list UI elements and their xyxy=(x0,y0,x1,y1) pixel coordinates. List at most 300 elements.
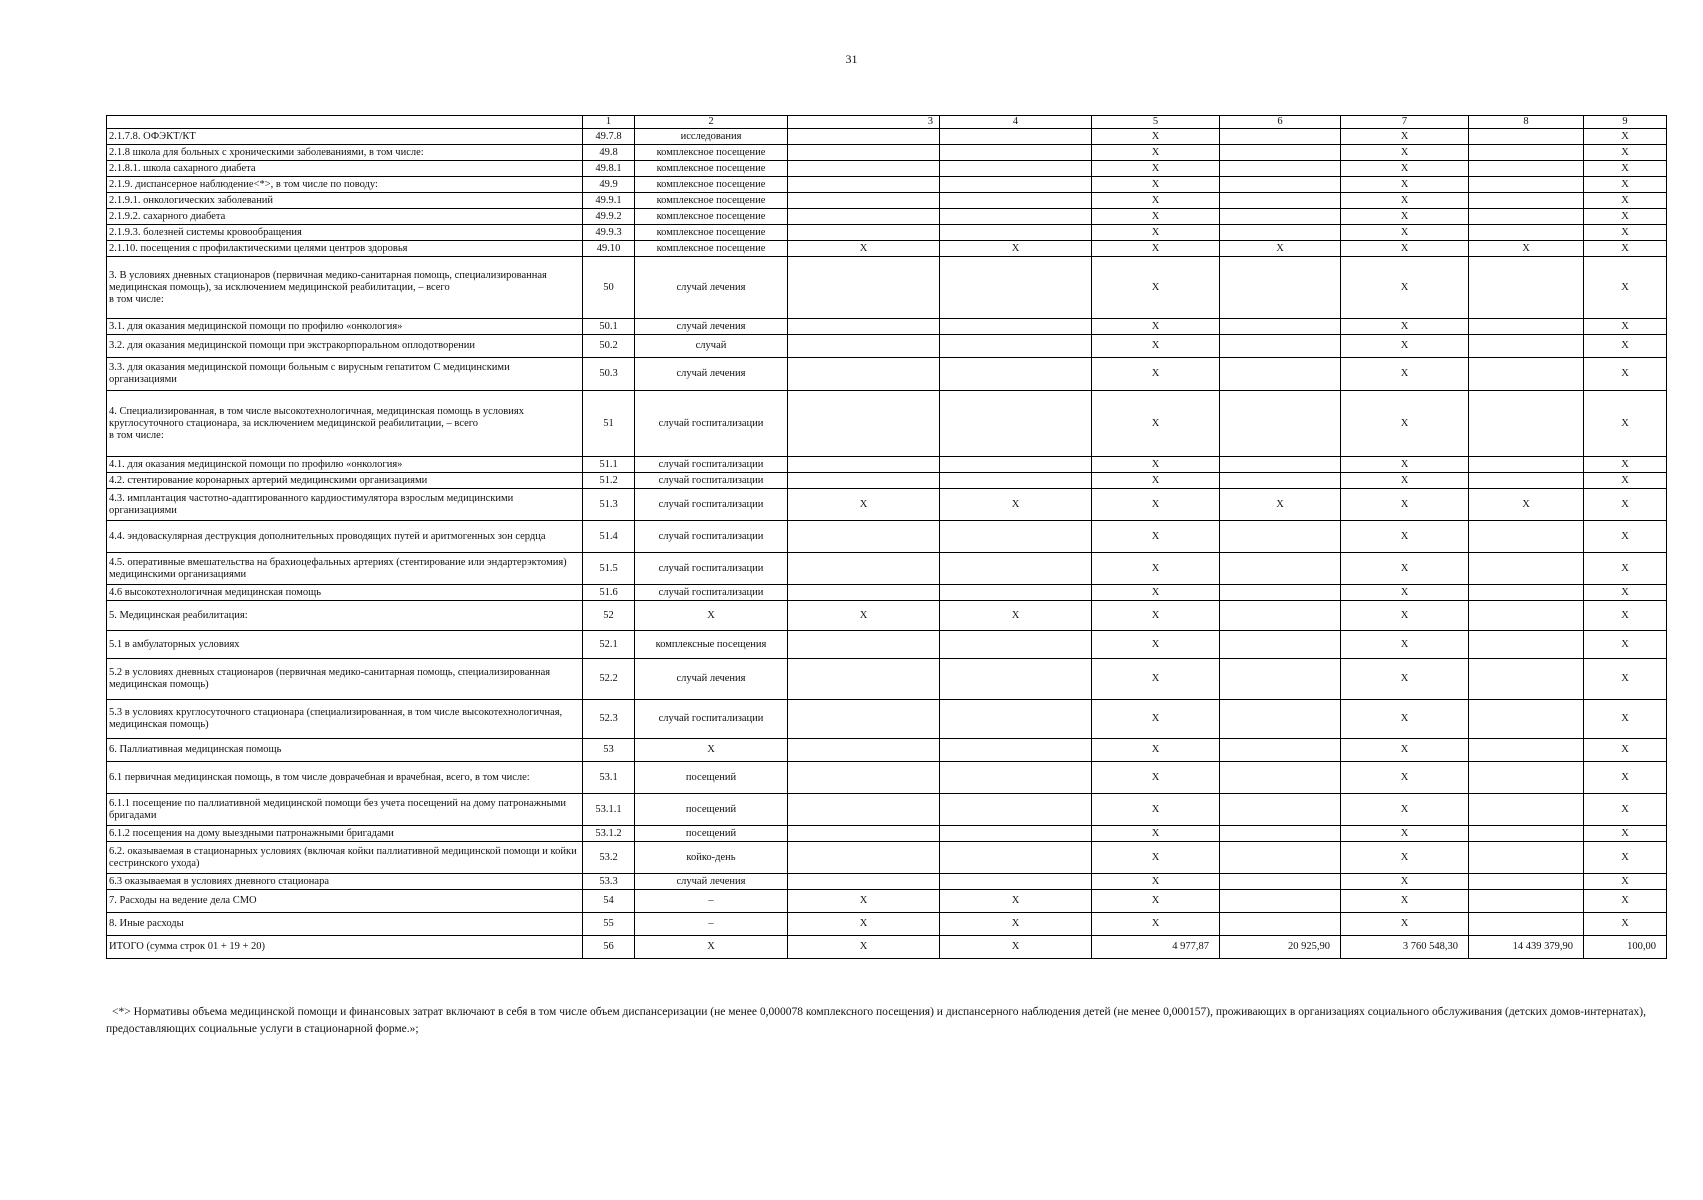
table-row xyxy=(107,457,1667,473)
col7-cell: X xyxy=(1341,257,1469,319)
table-row xyxy=(107,358,1667,391)
unit-cell: посещений xyxy=(635,826,788,842)
col5-cell: X xyxy=(1092,489,1220,521)
col5-cell: X xyxy=(1092,473,1220,489)
col6-cell xyxy=(1220,794,1341,826)
table-row xyxy=(107,129,1667,145)
unit-cell: случай госпитализации xyxy=(635,473,788,489)
col8-cell xyxy=(1469,601,1584,631)
col7-cell: X xyxy=(1341,161,1469,177)
col3-cell xyxy=(788,457,940,473)
col5-cell: X xyxy=(1092,225,1220,241)
col4-cell: X xyxy=(940,913,1092,936)
col5-cell: X xyxy=(1092,391,1220,457)
row-code-cell: 52 xyxy=(583,601,635,631)
col6-cell xyxy=(1220,631,1341,659)
row-code-cell: 49.8.1 xyxy=(583,161,635,177)
row-name-cell: 4.6 высокотехнологичная медицинская помощь xyxy=(107,585,583,601)
col9-cell: X xyxy=(1584,473,1667,489)
col8-cell xyxy=(1469,826,1584,842)
col9-cell: X xyxy=(1584,601,1667,631)
col8-cell xyxy=(1469,890,1584,913)
col4-cell xyxy=(940,319,1092,335)
table-row xyxy=(107,601,1667,631)
col4-cell xyxy=(940,874,1092,890)
col8-cell xyxy=(1469,358,1584,391)
col3-cell xyxy=(788,659,940,700)
col4-cell xyxy=(940,739,1092,762)
header-cell: 8 xyxy=(1469,116,1584,129)
col8-cell xyxy=(1469,225,1584,241)
col8-cell xyxy=(1469,521,1584,553)
col4-cell xyxy=(940,457,1092,473)
col6-cell xyxy=(1220,762,1341,794)
col8-cell xyxy=(1469,335,1584,358)
header-cell: 5 xyxy=(1092,116,1220,129)
col9-cell: X xyxy=(1584,319,1667,335)
row-name-cell: 2.1.8.1. школа сахарного диабета xyxy=(107,161,583,177)
table-row xyxy=(107,794,1667,826)
unit-cell: X xyxy=(635,739,788,762)
col3-cell xyxy=(788,762,940,794)
row-code-cell: 53.1 xyxy=(583,762,635,794)
table-row xyxy=(107,700,1667,739)
row-name-cell: 6.1 первичная медицинская помощь, в том числе доврачебная и врачебная, всего, в том числе: xyxy=(107,762,583,794)
col9-cell: X xyxy=(1584,842,1667,874)
row-name-cell: 4.5. оперативные вмешательства на брахиоцефальных артериях (стентирование или эндартерэктомия) медицинскими организациями xyxy=(107,553,583,585)
col5-cell: X xyxy=(1092,129,1220,145)
col8-cell: 14 439 379,90 xyxy=(1469,936,1584,959)
col5-cell: X xyxy=(1092,601,1220,631)
col5-cell: X xyxy=(1092,659,1220,700)
table-row xyxy=(107,890,1667,913)
col6-cell xyxy=(1220,391,1341,457)
col6-cell xyxy=(1220,209,1341,225)
col5-cell: X xyxy=(1092,890,1220,913)
unit-cell: исследования xyxy=(635,129,788,145)
header-cell: 1 xyxy=(583,116,635,129)
col7-cell: X xyxy=(1341,762,1469,794)
table-row xyxy=(107,659,1667,700)
col8-cell xyxy=(1469,585,1584,601)
col7-cell: X xyxy=(1341,319,1469,335)
col4-cell xyxy=(940,826,1092,842)
col5-cell: X xyxy=(1092,842,1220,874)
col6-cell xyxy=(1220,145,1341,161)
col6-cell xyxy=(1220,161,1341,177)
col7-cell: X xyxy=(1341,457,1469,473)
row-name-cell: 2.1.9.2. сахарного диабета xyxy=(107,209,583,225)
col6-cell xyxy=(1220,700,1341,739)
col4-cell: X xyxy=(940,936,1092,959)
unit-cell: случай госпитализации xyxy=(635,489,788,521)
col7-cell: X xyxy=(1341,585,1469,601)
col8-cell xyxy=(1469,145,1584,161)
col7-cell: X xyxy=(1341,145,1469,161)
table-row xyxy=(107,521,1667,553)
col4-cell xyxy=(940,177,1092,193)
col3-cell xyxy=(788,826,940,842)
table-row xyxy=(107,177,1667,193)
col5-cell: X xyxy=(1092,826,1220,842)
col7-cell: X xyxy=(1341,739,1469,762)
table-row xyxy=(107,631,1667,659)
row-code-cell: 52.1 xyxy=(583,631,635,659)
col3-cell xyxy=(788,473,940,489)
col5-cell: X xyxy=(1092,700,1220,739)
col5-cell: X xyxy=(1092,257,1220,319)
col6-cell xyxy=(1220,225,1341,241)
col4-cell xyxy=(940,257,1092,319)
col4-cell xyxy=(940,335,1092,358)
footnote: <*> Нормативы объема медицинской помощи и финансовых затрат включают в себя в том числе объем диспансеризации (не менее 0,000078 комплексного посещения) и диспансерного наблюдения детей (не менее 0,000157), проживающих в организациях социального обслуживания (детских домов-интернатах), предоставляющих социальные услуги в стационарной форме.»; xyxy=(106,1006,1646,1035)
table-row xyxy=(107,161,1667,177)
col7-cell: X xyxy=(1341,842,1469,874)
col6-cell xyxy=(1220,457,1341,473)
col6-cell xyxy=(1220,193,1341,209)
unit-cell: комплексное посещение xyxy=(635,145,788,161)
row-name-cell: 6. Паллиативная медицинская помощь xyxy=(107,739,583,762)
col6-cell xyxy=(1220,521,1341,553)
col4-cell xyxy=(940,225,1092,241)
col6-cell xyxy=(1220,129,1341,145)
col6-cell xyxy=(1220,257,1341,319)
unit-cell: – xyxy=(635,890,788,913)
row-code-cell: 51.1 xyxy=(583,457,635,473)
row-name-cell: 2.1.7.8. ОФЭКТ/КТ xyxy=(107,129,583,145)
header-cell: 4 xyxy=(940,116,1092,129)
table-row xyxy=(107,225,1667,241)
col8-cell: X xyxy=(1469,489,1584,521)
col4-cell xyxy=(940,700,1092,739)
col7-cell: X xyxy=(1341,890,1469,913)
col5-cell: X xyxy=(1092,739,1220,762)
row-name-cell: 5.2 в условиях дневных стационаров (первичная медико-санитарная помощь, специализированная медицинская помощь) xyxy=(107,659,583,700)
row-code-cell: 49.9 xyxy=(583,177,635,193)
unit-cell: комплексное посещение xyxy=(635,177,788,193)
row-name-cell: 4. Специализированная, в том числе высокотехнологичная, медицинская помощь в условиях круглосуточного стационара, за исключением медицинской реабилитации, – всего в том числе: xyxy=(107,391,583,457)
unit-cell: случай лечения xyxy=(635,659,788,700)
col3-cell xyxy=(788,193,940,209)
row-name-cell: 4.3. имплантация частотно-адаптированного кардиостимулятора взрослым медицинскими организациями xyxy=(107,489,583,521)
col8-cell xyxy=(1469,842,1584,874)
unit-cell: – xyxy=(635,913,788,936)
col3-cell xyxy=(788,521,940,553)
table-row xyxy=(107,319,1667,335)
col9-cell: X xyxy=(1584,225,1667,241)
unit-cell: посещений xyxy=(635,762,788,794)
header-cell: 3 xyxy=(788,116,940,129)
row-code-cell: 54 xyxy=(583,890,635,913)
col3-cell xyxy=(788,842,940,874)
row-name-cell: 4.4. эндоваскулярная деструкция дополнительных проводящих путей и аритмогенных зон сердца xyxy=(107,521,583,553)
col3-cell: X xyxy=(788,489,940,521)
col4-cell xyxy=(940,762,1092,794)
col9-cell: X xyxy=(1584,257,1667,319)
col3-cell xyxy=(788,145,940,161)
col5-cell: X xyxy=(1092,319,1220,335)
unit-cell: случай лечения xyxy=(635,874,788,890)
col5-cell: X xyxy=(1092,209,1220,225)
row-code-cell: 50.1 xyxy=(583,319,635,335)
unit-cell: комплексное посещение xyxy=(635,225,788,241)
unit-cell: случай госпитализации xyxy=(635,521,788,553)
col9-cell: 100,00 xyxy=(1584,936,1667,959)
col4-cell: X xyxy=(940,601,1092,631)
table-row xyxy=(107,936,1667,959)
col9-cell: X xyxy=(1584,826,1667,842)
col7-cell: X xyxy=(1341,913,1469,936)
unit-cell: случай госпитализации xyxy=(635,700,788,739)
col9-cell: X xyxy=(1584,794,1667,826)
col4-cell xyxy=(940,659,1092,700)
row-name-cell: 6.1.2 посещения на дому выездными патронажными бригадами xyxy=(107,826,583,842)
row-code-cell: 49.7.8 xyxy=(583,129,635,145)
col4-cell xyxy=(940,794,1092,826)
col6-cell xyxy=(1220,358,1341,391)
col8-cell xyxy=(1469,659,1584,700)
unit-cell: комплексное посещение xyxy=(635,241,788,257)
row-code-cell: 50.2 xyxy=(583,335,635,358)
col6-cell xyxy=(1220,842,1341,874)
col3-cell xyxy=(788,700,940,739)
col3-cell xyxy=(788,335,940,358)
col6-cell xyxy=(1220,473,1341,489)
col9-cell: X xyxy=(1584,913,1667,936)
header-cell: 6 xyxy=(1220,116,1341,129)
col8-cell: X xyxy=(1469,241,1584,257)
row-code-cell: 51.3 xyxy=(583,489,635,521)
col8-cell xyxy=(1469,129,1584,145)
col8-cell xyxy=(1469,473,1584,489)
col5-cell: X xyxy=(1092,335,1220,358)
col9-cell: X xyxy=(1584,209,1667,225)
col8-cell xyxy=(1469,700,1584,739)
row-name-cell: 6.3 оказываемая в условиях дневного стационара xyxy=(107,874,583,890)
col6-cell xyxy=(1220,890,1341,913)
row-name-cell: 5. Медицинская реабилитация: xyxy=(107,601,583,631)
header-cell: 7 xyxy=(1341,116,1469,129)
col8-cell xyxy=(1469,161,1584,177)
col7-cell: X xyxy=(1341,826,1469,842)
col7-cell: X xyxy=(1341,794,1469,826)
col8-cell xyxy=(1469,762,1584,794)
row-name-cell: 3.3. для оказания медицинской помощи больным с вирусным гепатитом С медицинскими организациями xyxy=(107,358,583,391)
col5-cell: X xyxy=(1092,145,1220,161)
col7-cell: X xyxy=(1341,659,1469,700)
col9-cell: X xyxy=(1584,358,1667,391)
col3-cell: X xyxy=(788,913,940,936)
col5-cell: X xyxy=(1092,193,1220,209)
col8-cell xyxy=(1469,319,1584,335)
row-code-cell: 49.9.2 xyxy=(583,209,635,225)
row-code-cell: 53.1.1 xyxy=(583,794,635,826)
col9-cell: X xyxy=(1584,241,1667,257)
col3-cell: X xyxy=(788,241,940,257)
col4-cell xyxy=(940,358,1092,391)
unit-cell: X xyxy=(635,601,788,631)
col5-cell: X xyxy=(1092,585,1220,601)
col9-cell: X xyxy=(1584,739,1667,762)
row-name-cell: 8. Иные расходы xyxy=(107,913,583,936)
unit-cell: случай xyxy=(635,335,788,358)
col9-cell: X xyxy=(1584,391,1667,457)
col7-cell: X xyxy=(1341,489,1469,521)
col8-cell xyxy=(1469,193,1584,209)
col3-cell xyxy=(788,739,940,762)
header-cell: 2 xyxy=(635,116,788,129)
col8-cell xyxy=(1469,913,1584,936)
header-cell: 9 xyxy=(1584,116,1667,129)
row-code-cell: 53.3 xyxy=(583,874,635,890)
col3-cell xyxy=(788,391,940,457)
col7-cell: X xyxy=(1341,177,1469,193)
unit-cell: X xyxy=(635,936,788,959)
table-row xyxy=(107,241,1667,257)
row-code-cell: 56 xyxy=(583,936,635,959)
col5-cell: X xyxy=(1092,358,1220,391)
table-row xyxy=(107,739,1667,762)
col9-cell: X xyxy=(1584,335,1667,358)
col4-cell xyxy=(940,521,1092,553)
col7-cell: X xyxy=(1341,193,1469,209)
row-name-cell: 3.2. для оказания медицинской помощи при экстракорпоральном оплодотворении xyxy=(107,335,583,358)
col3-cell xyxy=(788,257,940,319)
table-row xyxy=(107,585,1667,601)
col6-cell xyxy=(1220,739,1341,762)
col6-cell xyxy=(1220,659,1341,700)
col6-cell xyxy=(1220,826,1341,842)
table-row xyxy=(107,762,1667,794)
col5-cell: X xyxy=(1092,161,1220,177)
row-code-cell: 51 xyxy=(583,391,635,457)
col7-cell: X xyxy=(1341,553,1469,585)
col7-cell: X xyxy=(1341,129,1469,145)
col6-cell: 20 925,90 xyxy=(1220,936,1341,959)
col9-cell: X xyxy=(1584,553,1667,585)
unit-cell: случай лечения xyxy=(635,257,788,319)
table-header-row xyxy=(107,116,1667,129)
unit-cell: случай госпитализации xyxy=(635,553,788,585)
row-name-cell: 2.1.9.1. онкологических заболеваний xyxy=(107,193,583,209)
row-code-cell: 52.3 xyxy=(583,700,635,739)
row-code-cell: 53.2 xyxy=(583,842,635,874)
col3-cell xyxy=(788,358,940,391)
col4-cell xyxy=(940,473,1092,489)
row-name-cell: 2.1.8 школа для больных с хроническими заболеваниями, в том числе: xyxy=(107,145,583,161)
col3-cell xyxy=(788,209,940,225)
col5-cell: X xyxy=(1092,241,1220,257)
col7-cell: X xyxy=(1341,241,1469,257)
col7-cell: X xyxy=(1341,335,1469,358)
row-code-cell: 50 xyxy=(583,257,635,319)
row-name-cell: 6.2. оказываемая в стационарных условиях (включая койки паллиативной медицинской помощи и койки сестринского ухода) xyxy=(107,842,583,874)
unit-cell: комплексное посещение xyxy=(635,209,788,225)
row-code-cell: 53 xyxy=(583,739,635,762)
col4-cell xyxy=(940,129,1092,145)
col7-cell: X xyxy=(1341,391,1469,457)
col6-cell xyxy=(1220,585,1341,601)
unit-cell: случай лечения xyxy=(635,319,788,335)
table-row xyxy=(107,145,1667,161)
col9-cell: X xyxy=(1584,874,1667,890)
unit-cell: случай госпитализации xyxy=(635,457,788,473)
row-name-cell: 3.1. для оказания медицинской помощи по профилю «онкология» xyxy=(107,319,583,335)
table-row xyxy=(107,473,1667,489)
row-name-cell: ИТОГО (сумма строк 01 + 19 + 20) xyxy=(107,936,583,959)
col8-cell xyxy=(1469,177,1584,193)
col7-cell: X xyxy=(1341,225,1469,241)
row-name-cell: 7. Расходы на ведение дела СМО xyxy=(107,890,583,913)
col8-cell xyxy=(1469,391,1584,457)
col9-cell: X xyxy=(1584,521,1667,553)
col4-cell xyxy=(940,842,1092,874)
col7-cell: X xyxy=(1341,473,1469,489)
col6-cell: X xyxy=(1220,241,1341,257)
table-row xyxy=(107,826,1667,842)
col9-cell: X xyxy=(1584,762,1667,794)
col9-cell: X xyxy=(1584,631,1667,659)
col8-cell xyxy=(1469,257,1584,319)
col5-cell: X xyxy=(1092,874,1220,890)
row-name-cell: 5.3 в условиях круглосуточного стационара (специализированная, в том числе высокотехнологичная, медицинская помощь) xyxy=(107,700,583,739)
col9-cell: X xyxy=(1584,193,1667,209)
table-row xyxy=(107,874,1667,890)
unit-cell: случай лечения xyxy=(635,358,788,391)
header-cell xyxy=(107,116,583,129)
col8-cell xyxy=(1469,874,1584,890)
col5-cell: X xyxy=(1092,177,1220,193)
page-number: 31 xyxy=(845,52,858,66)
col4-cell xyxy=(940,193,1092,209)
table-row xyxy=(107,335,1667,358)
col5-cell: 4 977,87 xyxy=(1092,936,1220,959)
col4-cell: X xyxy=(940,890,1092,913)
col8-cell xyxy=(1469,794,1584,826)
row-name-cell: 5.1 в амбулаторных условиях xyxy=(107,631,583,659)
col8-cell xyxy=(1469,457,1584,473)
col4-cell xyxy=(940,161,1092,177)
row-code-cell: 49.9.3 xyxy=(583,225,635,241)
table-row xyxy=(107,391,1667,457)
row-code-cell: 49.9.1 xyxy=(583,193,635,209)
col4-cell xyxy=(940,209,1092,225)
col8-cell xyxy=(1469,553,1584,585)
table-row xyxy=(107,193,1667,209)
col9-cell: X xyxy=(1584,585,1667,601)
col3-cell xyxy=(788,585,940,601)
col3-cell xyxy=(788,177,940,193)
col5-cell: X xyxy=(1092,913,1220,936)
col9-cell: X xyxy=(1584,145,1667,161)
unit-cell: койко-день xyxy=(635,842,788,874)
row-code-cell: 51.4 xyxy=(583,521,635,553)
col9-cell: X xyxy=(1584,890,1667,913)
col3-cell xyxy=(788,161,940,177)
col4-cell xyxy=(940,391,1092,457)
row-code-cell: 52.2 xyxy=(583,659,635,700)
row-name-cell: 4.2. стентирование коронарных артерий медицинскими организациями xyxy=(107,473,583,489)
row-code-cell: 51.5 xyxy=(583,553,635,585)
col7-cell: X xyxy=(1341,601,1469,631)
row-code-cell: 53.1.2 xyxy=(583,826,635,842)
table-row xyxy=(107,489,1667,521)
col7-cell: X xyxy=(1341,521,1469,553)
col3-cell: X xyxy=(788,936,940,959)
col3-cell xyxy=(788,225,940,241)
unit-cell: комплексное посещение xyxy=(635,193,788,209)
col4-cell: X xyxy=(940,241,1092,257)
